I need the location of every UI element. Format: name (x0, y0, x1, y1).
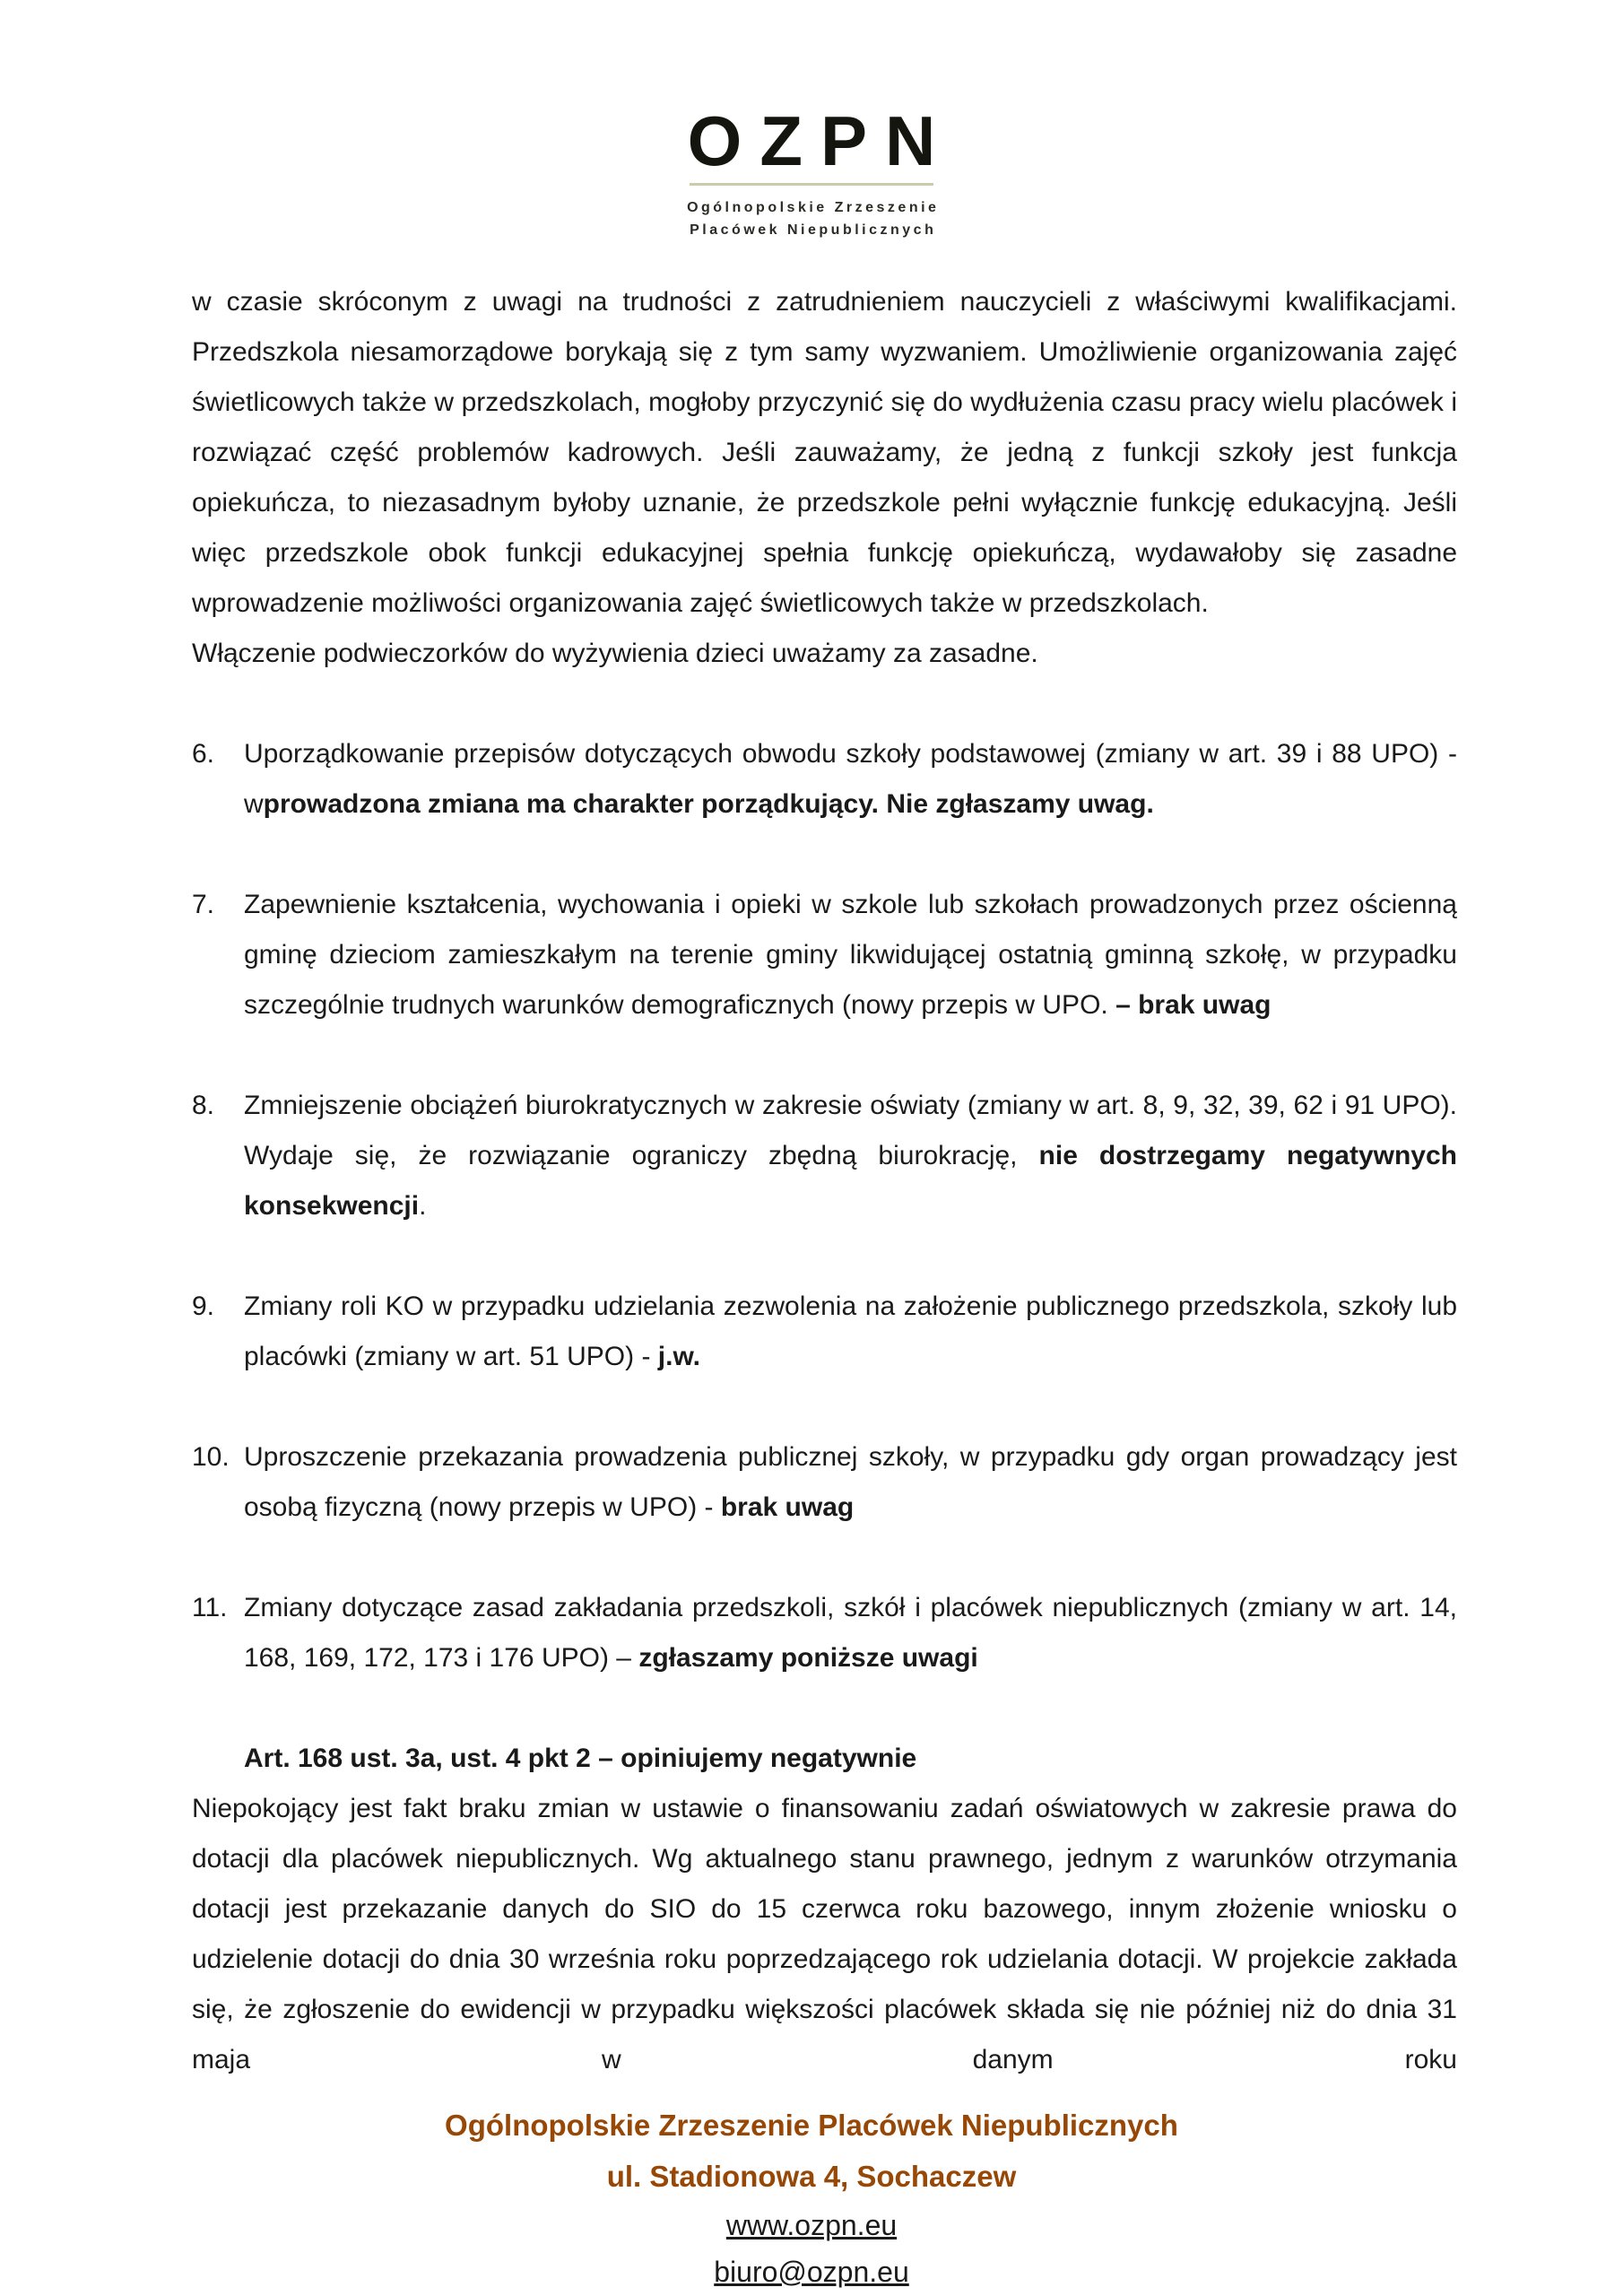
footer (0, 2100, 1623, 2295)
footer-website (0, 2202, 1623, 2248)
list-item-number: 6. (192, 739, 215, 769)
logo-subtitle-line2: Placówek Niepublicznych (690, 222, 937, 238)
list-item-text: Zapewnienie kształcenia, wychowania i opieki w szkole lub szkołach prowadzonych przez ościenną gminę dzieciom zamieszkałym na terenie gminy likwidującej ostatnią gminną szkołę, w przypadku szczególnie trudnych warunków demograficznych (nowy przepis w UPO. – brak uwag (244, 890, 1457, 1020)
logo-rule (690, 183, 933, 186)
footer-org-name: Ogólnopolskie Zrzeszenie Placówek Niepublicznych (445, 2109, 1178, 2142)
subsection-paragraph: Niepokojący jest fakt braku zmian w ustawie o finansowaniu zadań oświatowych w zakresie prawa do dotacji dla placówek niepublicznych. Wg aktualnego stanu prawnego, jednym z warunków otrzymania dotacji jest przekazanie danych do SIO do 15 czerwca roku bazowego, innym złożenie wniosku o udzielenie dotacji do dnia 30 września roku poprzedzającego rok udzielania dotacji. W projekcie zakłada się, że zgłoszenie do ewidencji w przypadku większości placówek składa się nie później niż do dnia 31 maja w danym roku (192, 1794, 1457, 2074)
subsection-heading: Art. 168 ust. 3a, ust. 4 pkt 2 – opiniujemy negatywnie (244, 1744, 917, 1773)
footer-email (0, 2248, 1623, 2295)
list-item (192, 880, 1457, 1031)
list-item-number: 11. (192, 1593, 228, 1622)
list-item (192, 1583, 1457, 1683)
list-item-text: Uproszczenie przekazania prowadzenia publicznej szkoły, w przypadku gdy organ prowadzący jest osobą fizyczną (nowy przepis w UPO) - brak uwag (244, 1442, 1457, 1522)
list-item-number: 8. (192, 1091, 215, 1120)
footer-email-link[interactable]: biuro@ozpn.eu (714, 2256, 909, 2288)
logo-subtitle-line1: Ogólnopolskie Zrzeszenie (687, 200, 940, 215)
list-item-number: 9. (192, 1292, 215, 1321)
list-item (192, 1432, 1457, 1533)
list-item-number: 10. (192, 1442, 230, 1472)
logo-acronym: OZPN (687, 101, 954, 180)
numbered-list (192, 729, 1457, 1683)
list-item (192, 1282, 1457, 1382)
list-item (192, 729, 1457, 830)
list-item-text: Zmiany roli KO w przypadku udzielania zezwolenia na założenie publicznego przedszkola, szkoły lub placówki (zmiany w art. 51 UPO) - j.w. (244, 1292, 1457, 1371)
list-item-text: Zmiany dotyczące zasad zakładania przedszkoli, szkół i placówek niepublicznych (zmiany w art. 14, 168, 169, 172, 173 i 176 UPO) – zgłaszamy poniższe uwagi (244, 1593, 1457, 1673)
logo (0, 0, 1623, 241)
list-item-text: Uporządkowanie przepisów dotyczących obwodu szkoły podstawowej (zmiany w art. 39 i 88 UPO) - wprowadzona zmiana ma charakter porządkujący. Nie zgłaszamy uwag. (244, 739, 1457, 819)
list-item (192, 1081, 1457, 1231)
intro-note: Włączenie podwieczorków do wyżywienia dzieci uważamy za zasadne. (192, 639, 1038, 668)
intro-paragraph: w czasie skróconym z uwagi na trudności z zatrudnieniem nauczycieli z właściwymi kwalifikacjami. Przedszkola niesamorządowe borykają się z tym samy wyzwaniem. Umożliwienie organizowania zajęć świetlicowych także w przedszkolach, mogłoby przyczynić się do wydłużenia czasu pracy wielu placówek i rozwiązać część problemów kadrowych. Jeśli zauważamy, że jedną z funkcji szkoły jest funkcja opiekuńcza, to niezasadnym byłoby uznanie, że przedszkole pełni wyłącznie funkcję edukacyjną. Jeśli więc przedszkole obok funkcji edukacyjnej spełnia funkcję opiekuńczą, wydawałoby się zasadne wprowadzenie możliwości organizowania zajęć świetlicowych także w przedszkolach. (192, 287, 1457, 618)
footer-address: ul. Stadionowa 4, Sochaczew (606, 2160, 1017, 2193)
document-body (192, 277, 1457, 2085)
footer-website-link[interactable]: www.ozpn.eu (725, 2209, 898, 2241)
list-item-text: Zmniejszenie obciążeń biurokratycznych w zakresie oświaty (zmiany w art. 8, 9, 32, 39, 62 i 91 UPO). Wydaje się, że rozwiązanie ograniczy zbędną biurokrację, nie dostrzegamy negatywnych konsekwencji. (244, 1091, 1458, 1221)
list-item-number: 7. (192, 890, 215, 919)
